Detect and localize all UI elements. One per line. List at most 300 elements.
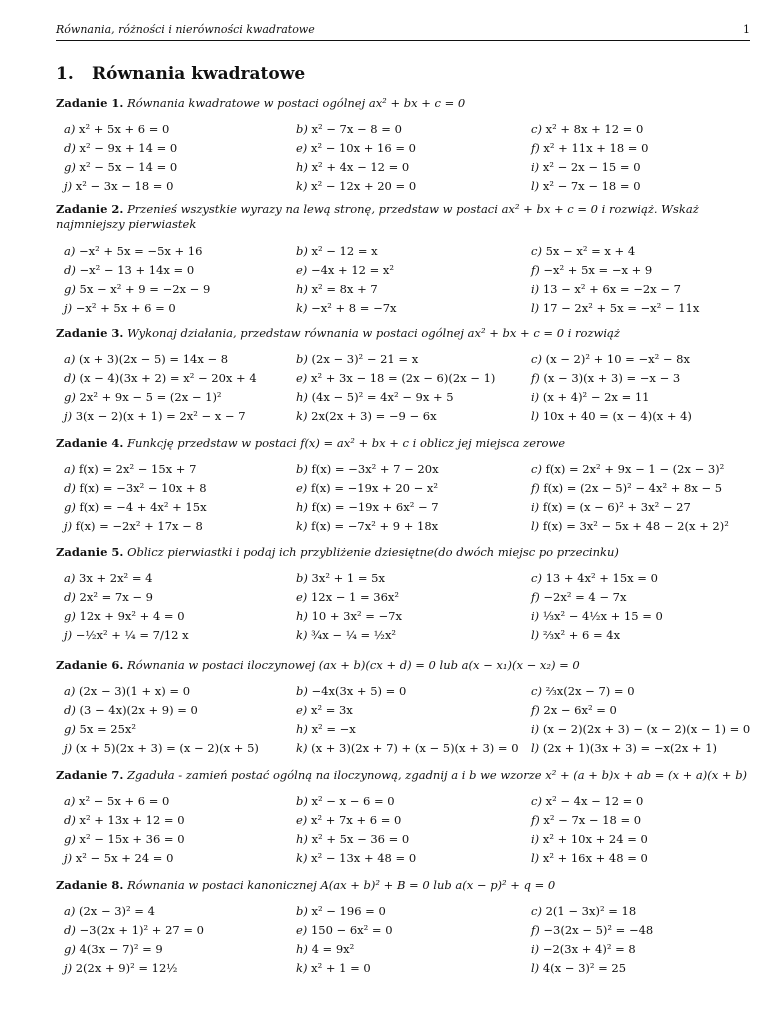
task-label: Zadanie 6. <box>56 658 124 672</box>
equation-text: 4 = 9x² <box>311 942 355 956</box>
equation-text: f(x) = −19x + 6x² − 7 <box>311 500 439 514</box>
equation-item <box>531 517 729 535</box>
equation-row <box>64 139 764 157</box>
equation-item <box>296 940 354 958</box>
task-6-heading <box>56 658 756 673</box>
equation-text: x² − 7x − 8 = 0 <box>311 122 402 136</box>
equation-item <box>296 811 401 829</box>
equation-item <box>531 739 717 757</box>
equation-text: x² + 4x − 12 = 0 <box>311 160 410 174</box>
item-letter: g) <box>64 722 76 736</box>
equation-text: x² + 13x + 12 = 0 <box>79 813 185 827</box>
equation-text: 2x² + 9x − 5 = (2x − 1)² <box>79 390 222 404</box>
equation-item <box>531 830 648 848</box>
item-letter: j) <box>64 961 73 975</box>
equation-text: −x² − 13 + 14x = 0 <box>79 263 195 277</box>
item-letter: d) <box>64 481 76 495</box>
equation-text: f(x) = −7x² + 9 + 18x <box>311 519 439 533</box>
equation-item <box>296 177 416 195</box>
equation-text: x² − 15x + 36 = 0 <box>79 832 185 846</box>
equation-item <box>296 701 353 719</box>
item-letter: b) <box>296 244 308 258</box>
equation-text: x² − 4x − 12 = 0 <box>545 794 644 808</box>
item-letter: j) <box>64 301 73 315</box>
equation-item <box>64 242 202 260</box>
equation-text: (x + 4)² − 2x = 11 <box>542 390 650 404</box>
item-letter: e) <box>296 923 308 937</box>
equation-item <box>296 588 399 606</box>
task-description: Równania kwadratowe w postaci ogólnej ax² + bx + c = 0 <box>127 96 466 110</box>
equation-text: f(x) = −4 + 4x² + 15x <box>79 500 207 514</box>
item-letter: h) <box>296 722 308 736</box>
item-letter: f) <box>531 813 540 827</box>
equation-item <box>531 811 641 829</box>
equation-item <box>64 261 194 279</box>
equation-text: −x² + 8 = −7x <box>311 301 397 315</box>
header-title: Równania, różności i nierówności kwadratowe <box>56 23 315 36</box>
equation-item <box>531 792 643 810</box>
equation-text: f(x) = 2x² − 15x + 7 <box>79 462 197 476</box>
equation-item <box>64 479 207 497</box>
item-letter: f) <box>531 703 540 717</box>
task-label: Zadanie 7. <box>56 768 124 782</box>
equation-row <box>64 921 764 939</box>
equation-item <box>64 940 163 958</box>
equation-text: x² = 3x <box>310 703 353 717</box>
equation-text: 3x² + 1 = 5x <box>311 571 385 585</box>
item-letter: i) <box>531 390 540 404</box>
task-5-heading <box>56 545 756 560</box>
equation-text: (2x − 3)(1 + x) = 0 <box>79 684 191 698</box>
equation-row <box>64 720 764 738</box>
equation-text: x² + 11x + 18 = 0 <box>543 141 649 155</box>
equation-item <box>296 388 454 406</box>
item-letter: b) <box>296 794 308 808</box>
equation-text: x² + 3x − 18 = (2x − 6)(2x − 1) <box>310 371 496 385</box>
item-letter: a) <box>64 122 76 136</box>
equation-text: x² − 9x + 14 = 0 <box>79 141 178 155</box>
equation-item <box>64 158 177 176</box>
equation-item <box>531 388 650 406</box>
equation-text: 10x + 40 = (x − 4)(x + 4) <box>542 409 692 423</box>
section-number: 1. <box>56 64 74 84</box>
equation-text: 12x + 9x² + 4 = 0 <box>79 609 185 623</box>
equation-text: ⅔x² + 6 = 4x <box>542 628 621 642</box>
item-letter: k) <box>296 519 308 533</box>
equation-item <box>64 626 189 644</box>
running-header <box>56 23 750 39</box>
equation-row <box>64 830 764 848</box>
item-letter: j) <box>64 409 73 423</box>
item-letter: h) <box>296 500 308 514</box>
equation-item <box>296 407 437 425</box>
equation-text: 2(2x + 9)² = 12½ <box>75 961 178 975</box>
item-letter: c) <box>531 794 542 808</box>
equation-item <box>296 350 418 368</box>
item-letter: g) <box>64 609 76 623</box>
equation-text: x² + 8x + 12 = 0 <box>545 122 644 136</box>
equation-item <box>531 158 641 176</box>
equation-text: x² − 5x + 6 = 0 <box>79 794 170 808</box>
equation-item <box>531 626 620 644</box>
equation-item <box>531 120 643 138</box>
item-letter: e) <box>296 703 308 717</box>
item-letter: d) <box>64 263 76 277</box>
item-letter: d) <box>64 141 76 155</box>
equation-text: x² − 5x + 24 = 0 <box>75 851 174 865</box>
equation-item <box>296 261 394 279</box>
equation-item <box>296 607 402 625</box>
equation-text: x² − 3x − 18 = 0 <box>75 179 174 193</box>
equation-text: (x + 3)(2x + 7) + (x − 5)(x + 3) = 0 <box>311 741 519 755</box>
item-letter: c) <box>531 904 542 918</box>
equation-text: 5x = 25x² <box>79 722 136 736</box>
equation-text: −4x + 12 = x² <box>310 263 395 277</box>
item-letter: d) <box>64 703 76 717</box>
item-letter: e) <box>296 141 308 155</box>
item-letter: l) <box>531 301 540 315</box>
equation-text: f(x) = (2x − 5)² − 4x² + 8x − 5 <box>543 481 723 495</box>
equation-text: x² − 5x − 14 = 0 <box>79 160 178 174</box>
equation-row <box>64 607 764 625</box>
equation-text: (x + 3)(2x − 5) = 14x − 8 <box>79 352 229 366</box>
equation-text: 2x(2x + 3) = −9 − 6x <box>311 409 437 423</box>
item-letter: l) <box>531 628 540 642</box>
equation-item <box>296 739 519 757</box>
equation-item <box>531 849 648 867</box>
equation-text: x² − 7x − 18 = 0 <box>543 813 642 827</box>
equation-text: (3 − 4x)(2x + 9) = 0 <box>79 703 198 717</box>
equation-item <box>64 569 152 587</box>
equation-text: x² + 1 = 0 <box>311 961 371 975</box>
equation-row <box>64 407 764 425</box>
equation-row <box>64 299 764 317</box>
item-letter: c) <box>531 684 542 698</box>
equation-item <box>64 369 257 387</box>
equation-item <box>296 921 393 939</box>
equation-item <box>296 902 386 920</box>
equation-text: 2(1 − 3x)² = 18 <box>545 904 637 918</box>
equation-item <box>531 479 722 497</box>
item-letter: c) <box>531 244 542 258</box>
equation-item <box>296 158 409 176</box>
equation-item <box>296 299 397 317</box>
equation-item <box>296 849 416 867</box>
equation-text: (x − 2)(2x + 3) − (x − 2)(x − 1) = 0 <box>542 722 751 736</box>
item-letter: j) <box>64 519 73 533</box>
equation-text: 5x − x² = x + 4 <box>545 244 636 258</box>
equation-text: 17 − 2x² + 5x = −x² − 11x <box>542 301 700 315</box>
item-letter: k) <box>296 301 308 315</box>
equation-text: x² + 5x − 36 = 0 <box>311 832 410 846</box>
equation-text: ⅓x² − 4½x + 15 = 0 <box>542 609 663 623</box>
equation-text: −x² + 5x = −x + 9 <box>543 263 653 277</box>
equation-item <box>531 902 636 920</box>
item-letter: c) <box>531 352 542 366</box>
equation-item <box>296 569 385 587</box>
item-letter: h) <box>296 160 308 174</box>
item-letter: a) <box>64 684 76 698</box>
equation-text: f(x) = −2x² + 17x − 8 <box>75 519 203 533</box>
equation-text: f(x) = −3x² − 10x + 8 <box>79 481 207 495</box>
task-7-heading <box>56 768 756 783</box>
equation-text: 5x − x² + 9 = −2x − 9 <box>79 282 211 296</box>
equation-item <box>531 299 699 317</box>
item-letter: a) <box>64 244 76 258</box>
equation-item <box>296 682 406 700</box>
item-letter: i) <box>531 282 540 296</box>
equation-item <box>531 280 681 298</box>
item-letter: g) <box>64 160 76 174</box>
equation-item <box>64 701 198 719</box>
item-letter: b) <box>296 571 308 585</box>
equation-item <box>64 139 177 157</box>
equation-text: (4x − 5)² = 4x² − 9x + 5 <box>311 390 454 404</box>
item-letter: b) <box>296 684 308 698</box>
equation-text: (2x + 1)(3x + 3) = −x(2x + 1) <box>542 741 718 755</box>
equation-item <box>64 280 210 298</box>
item-letter: k) <box>296 409 308 423</box>
equation-text: x² − 13x + 48 = 0 <box>311 851 417 865</box>
task-label: Zadanie 1. <box>56 96 124 110</box>
item-letter: k) <box>296 179 308 193</box>
equation-row <box>64 177 764 195</box>
equation-item <box>296 792 395 810</box>
equation-item <box>531 720 750 738</box>
item-letter: g) <box>64 390 76 404</box>
equation-text: x² − 2x − 15 = 0 <box>542 160 641 174</box>
equation-item <box>64 682 190 700</box>
item-letter: h) <box>296 390 308 404</box>
item-letter: i) <box>531 160 540 174</box>
task-description: Oblicz pierwiastki i podaj ich przybliżenie dziesiętne(do dwóch miejsc po przecinku) <box>127 545 619 559</box>
equation-row <box>64 280 764 298</box>
equation-text: ¾x − ¼ = ½x² <box>311 628 397 642</box>
equation-row <box>64 388 764 406</box>
equation-item <box>64 498 207 516</box>
equation-item <box>531 242 635 260</box>
equation-item <box>296 460 439 478</box>
item-letter: c) <box>531 571 542 585</box>
equation-row <box>64 479 764 497</box>
equation-item <box>64 120 169 138</box>
item-letter: f) <box>531 141 540 155</box>
equation-text: 13 + 4x² + 15x = 0 <box>545 571 658 585</box>
equation-text: (x − 2)² + 10 = −x² − 8x <box>545 352 690 366</box>
equation-text: 150 − 6x² = 0 <box>310 923 393 937</box>
equation-item <box>64 607 185 625</box>
equation-row <box>64 682 764 700</box>
item-letter: k) <box>296 961 308 975</box>
equation-row <box>64 849 764 867</box>
item-letter: j) <box>64 741 73 755</box>
item-letter: f) <box>531 371 540 385</box>
equation-item <box>64 517 203 535</box>
equation-text: ⅔x(2x − 7) = 0 <box>545 684 635 698</box>
equation-item <box>64 921 204 939</box>
equation-item <box>64 720 136 738</box>
item-letter: g) <box>64 942 76 956</box>
equation-item <box>64 588 153 606</box>
equation-text: f(x) = (x − 6)² + 3x² − 27 <box>542 500 691 514</box>
equation-text: x² + 16x + 48 = 0 <box>542 851 648 865</box>
item-letter: j) <box>64 179 73 193</box>
item-letter: c) <box>531 462 542 476</box>
equation-item <box>296 280 378 298</box>
item-letter: a) <box>64 571 76 585</box>
item-letter: d) <box>64 813 76 827</box>
equation-item <box>296 720 356 738</box>
header-rule <box>56 40 750 41</box>
item-letter: l) <box>531 741 540 755</box>
equation-item <box>64 849 173 867</box>
equation-row <box>64 350 764 368</box>
equation-item <box>531 261 652 279</box>
task-4-heading <box>56 436 756 451</box>
equation-text: x² − x − 6 = 0 <box>311 794 395 808</box>
item-letter: b) <box>296 904 308 918</box>
item-letter: b) <box>296 352 308 366</box>
equation-text: x² − 7x − 18 = 0 <box>542 179 641 193</box>
item-letter: h) <box>296 832 308 846</box>
task-8-heading <box>56 878 756 893</box>
equation-row <box>64 792 764 810</box>
equation-item <box>531 177 641 195</box>
item-letter: i) <box>531 832 540 846</box>
equation-item <box>296 369 495 387</box>
equation-item <box>64 177 173 195</box>
task-description: Równania w postaci iloczynowej (ax + b)(cx + d) = 0 lub a(x − x₁)(x − x₂) = 0 <box>127 658 580 672</box>
equation-item <box>296 517 438 535</box>
equation-item <box>64 792 169 810</box>
equation-row <box>64 498 764 516</box>
item-letter: g) <box>64 282 76 296</box>
task-3-heading <box>56 326 756 341</box>
equation-text: f(x) = 2x² + 9x − 1 − (2x − 3)² <box>545 462 725 476</box>
equation-text: x² = 8x + 7 <box>311 282 378 296</box>
item-letter: d) <box>64 590 76 604</box>
equation-item <box>64 460 196 478</box>
item-letter: i) <box>531 942 540 956</box>
equation-text: f(x) = −3x² + 7 − 20x <box>311 462 439 476</box>
equation-text: (2x − 3)² − 21 = x <box>311 352 419 366</box>
equation-text: 12x − 1 = 36x² <box>310 590 400 604</box>
equation-row <box>64 261 764 279</box>
equation-text: x² − 10x + 16 = 0 <box>310 141 416 155</box>
equation-text: x² + 7x + 6 = 0 <box>310 813 402 827</box>
item-letter: e) <box>296 371 308 385</box>
equation-item <box>531 350 690 368</box>
equation-text: −2x² = 4 − 7x <box>543 590 627 604</box>
equation-text: −3(2x − 5)² = −48 <box>543 923 654 937</box>
item-letter: a) <box>64 904 76 918</box>
equation-row <box>64 588 764 606</box>
equation-row <box>64 902 764 920</box>
item-letter: f) <box>531 263 540 277</box>
equation-row <box>64 739 764 757</box>
equation-item <box>64 407 246 425</box>
equation-item <box>64 830 185 848</box>
equation-row <box>64 701 764 719</box>
task-label: Zadanie 3. <box>56 326 124 340</box>
item-letter: f) <box>531 590 540 604</box>
equation-text: (x − 4)(3x + 2) = x² − 20x + 4 <box>79 371 257 385</box>
item-letter: a) <box>64 462 76 476</box>
item-letter: i) <box>531 609 540 623</box>
equation-text: x² + 5x + 6 = 0 <box>79 122 170 136</box>
item-letter: l) <box>531 851 540 865</box>
equation-text: f(x) = −19x + 20 − x² <box>310 481 438 495</box>
item-letter: e) <box>296 481 308 495</box>
page-number: 1 <box>743 23 750 36</box>
equation-item <box>296 120 402 138</box>
equation-item <box>531 569 658 587</box>
equation-text: (x + 5)(2x + 3) = (x − 2)(x + 5) <box>75 741 259 755</box>
equation-text: 3x + 2x² = 4 <box>79 571 153 585</box>
item-letter: f) <box>531 923 540 937</box>
item-letter: e) <box>296 590 308 604</box>
item-letter: k) <box>296 741 308 755</box>
equation-text: 13 − x² + 6x = −2x − 7 <box>542 282 681 296</box>
equation-row <box>64 460 764 478</box>
equation-row <box>64 569 764 587</box>
section-title: Równania kwadratowe <box>92 64 306 84</box>
equation-row <box>64 517 764 535</box>
item-letter: f) <box>531 481 540 495</box>
item-letter: l) <box>531 179 540 193</box>
item-letter: j) <box>64 628 73 642</box>
equation-row <box>64 811 764 829</box>
equation-row <box>64 626 764 644</box>
item-letter: i) <box>531 722 540 736</box>
equation-text: −4x(3x + 5) = 0 <box>311 684 407 698</box>
item-letter: a) <box>64 794 76 808</box>
task-description: Równania w postaci kanonicznej A(ax + b)² + B = 0 lub a(x − p)² + q = 0 <box>127 878 556 892</box>
item-letter: l) <box>531 519 540 533</box>
item-letter: d) <box>64 923 76 937</box>
equation-item <box>531 682 635 700</box>
equation-item <box>531 498 691 516</box>
equation-item <box>531 139 648 157</box>
equation-text: 4(x − 3)² = 25 <box>542 961 627 975</box>
equation-item <box>531 369 680 387</box>
equation-text: −x² + 5x + 6 = 0 <box>75 301 176 315</box>
equation-item <box>64 350 228 368</box>
task-label: Zadanie 8. <box>56 878 124 892</box>
equation-text: x² − 196 = 0 <box>311 904 386 918</box>
task-description: Funkcję przedstaw w postaci f(x) = ax² + bx + c i oblicz jej miejsca zerowe <box>127 436 566 450</box>
equation-row <box>64 158 764 176</box>
task-2-heading <box>56 202 756 232</box>
item-letter: a) <box>64 352 76 366</box>
item-letter: d) <box>64 371 76 385</box>
item-letter: g) <box>64 500 76 514</box>
task-label: Zadanie 4. <box>56 436 124 450</box>
equation-text: −½x² + ¼ = 7/12 x <box>75 628 189 642</box>
task-description: Przenieś wszystkie wyrazy na lewą stronę, przedstaw w postaci ax² + bx + c = 0 i rozwiąż. Wskaż najmniejszy pierwiastek <box>56 202 699 231</box>
task-1-heading <box>56 96 756 111</box>
item-letter: j) <box>64 851 73 865</box>
equation-text: −x² + 5x = −5x + 16 <box>79 244 203 258</box>
equation-item <box>531 407 692 425</box>
equation-row <box>64 369 764 387</box>
equation-item <box>531 940 636 958</box>
item-letter: l) <box>531 961 540 975</box>
equation-item <box>531 460 724 478</box>
equation-text: x² − 12 = x <box>311 244 378 258</box>
equation-item <box>64 811 185 829</box>
item-letter: k) <box>296 628 308 642</box>
